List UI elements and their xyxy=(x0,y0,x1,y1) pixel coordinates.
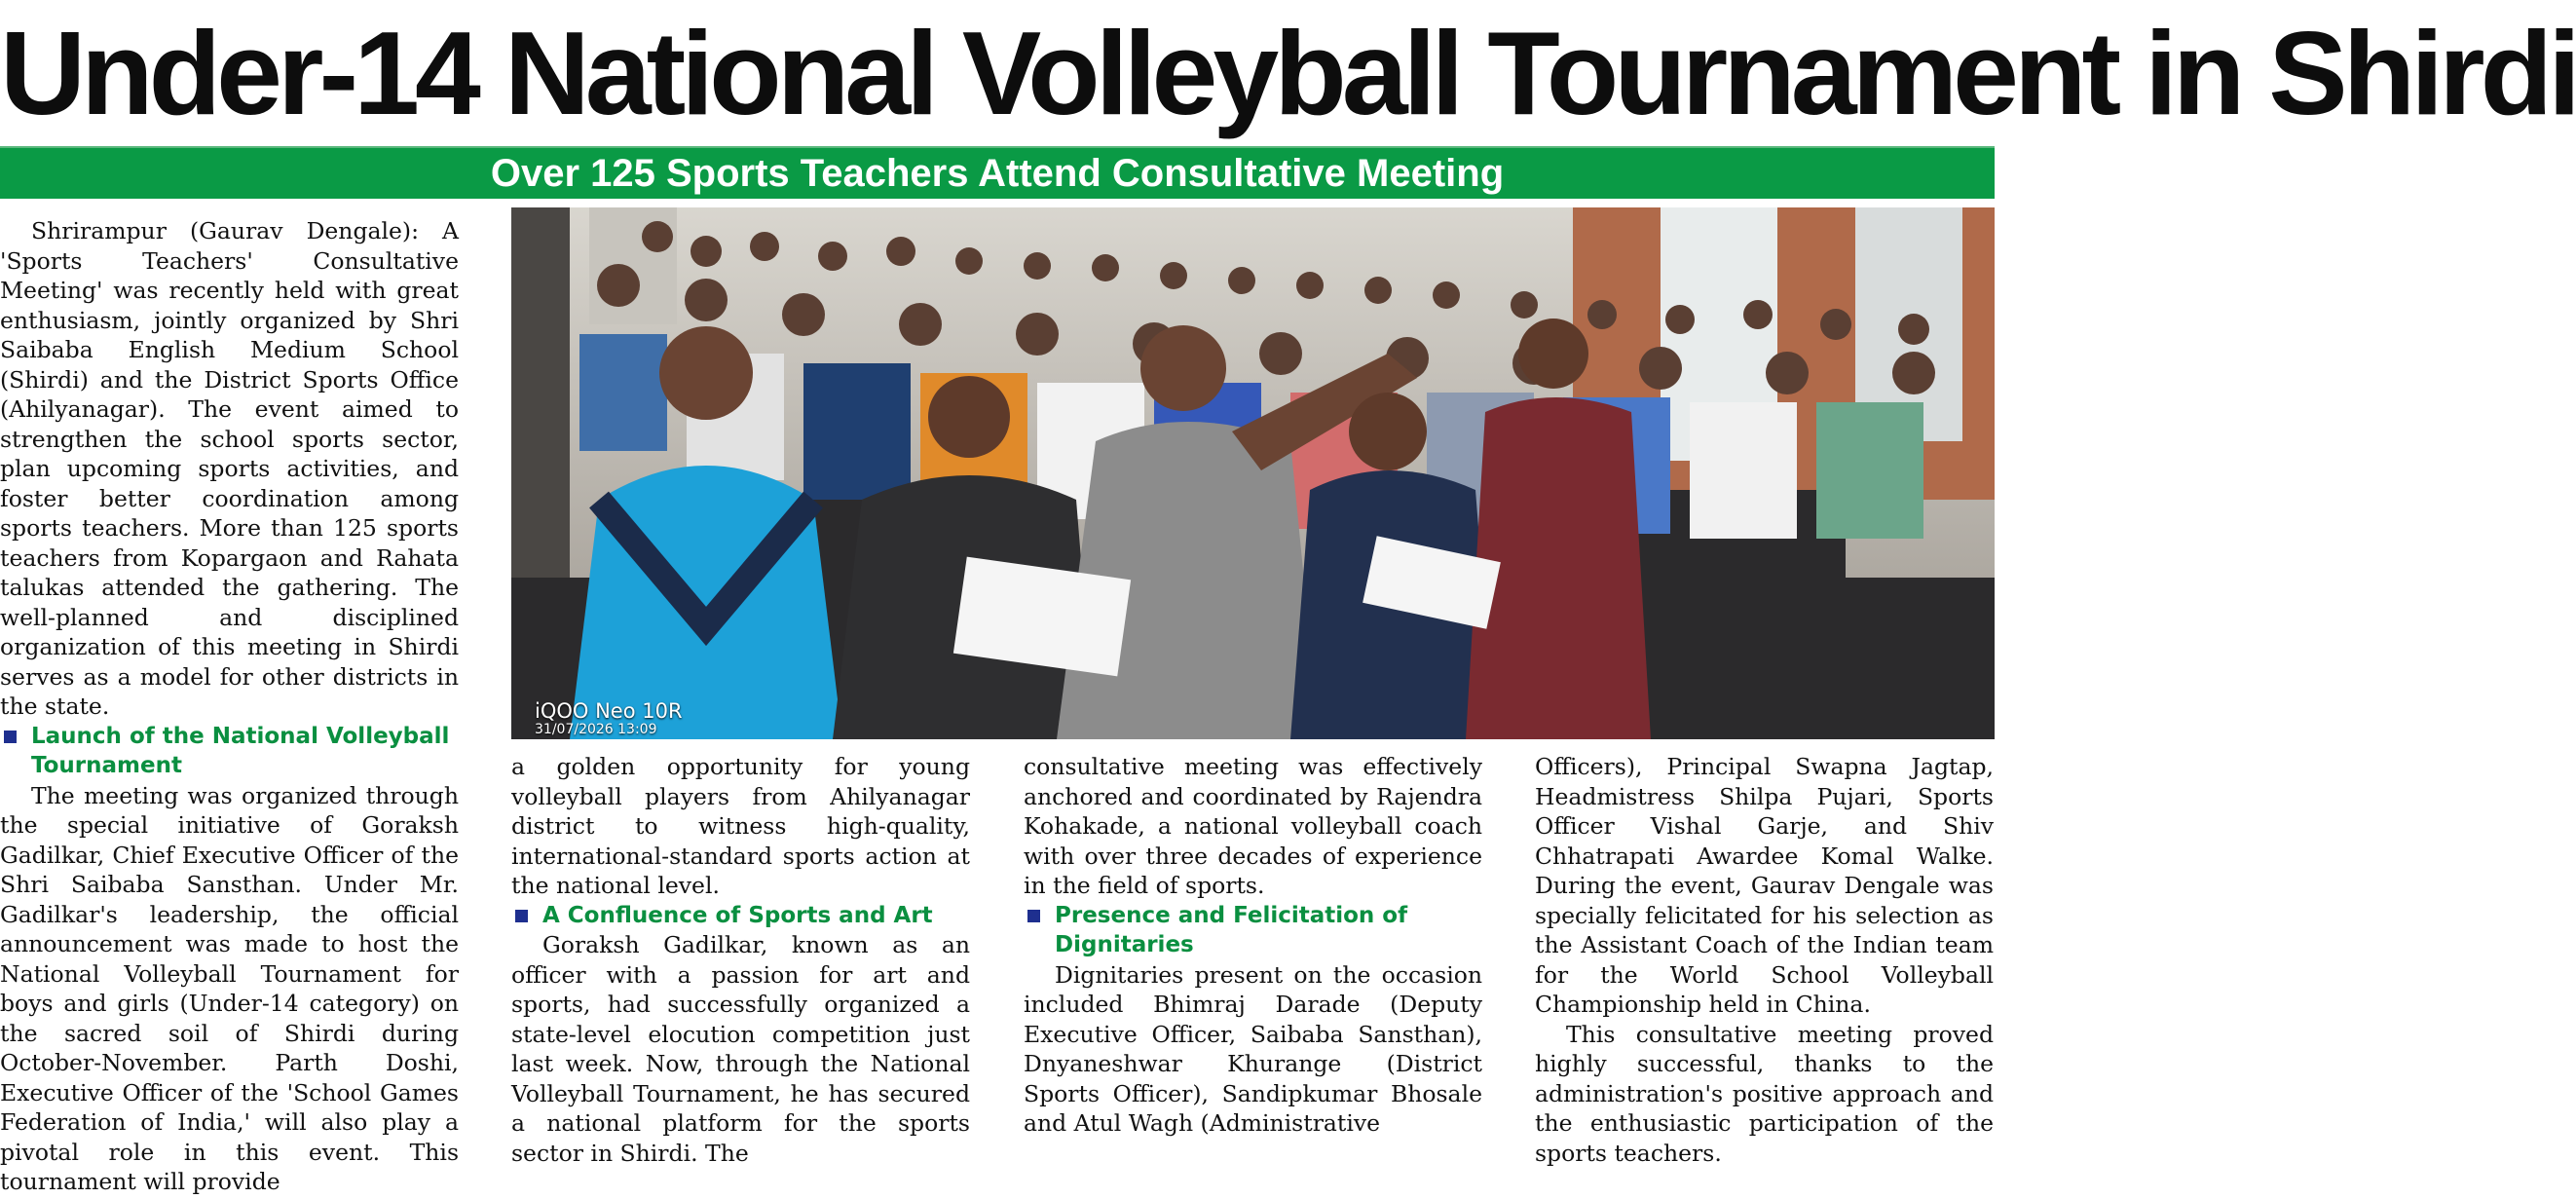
closing-paragraph: This consultative meeting proved highly successful, thanks to the administration's positive approach and the enthusiastic participation of the sports teachers. xyxy=(1535,1020,1994,1167)
section3-continuation: Officers), Principal Swapna Jagtap, Headmistress Shilpa Pujari, Sports Officer Vishal Garje, and Shiv Chhatrapati Awardee Komal Walke. During the event, Gaurav Dengale was specially felicitated for his selection as the Assistant Coach of the Indian team for the World School Volleyball Championship held in China. xyxy=(1535,753,1994,1018)
section2-paragraph: Goraksh Gadilkar, known as an officer with a passion for art and sports, had successfully organized a state-level elocution competition just last week. Now, through the National Volleyball Tournament, he has secured a national platform for the sports sector in Shirdi. The xyxy=(511,931,970,1167)
watermark-brand: iQOO Neo 10R xyxy=(535,699,683,723)
article-column-3 xyxy=(1024,752,1482,1195)
subheading-text: Presence and Felicitation of Dignitaries xyxy=(1055,902,1408,957)
subheadline-banner: Over 125 Sports Teachers Attend Consultative Meeting xyxy=(0,146,1995,199)
meeting-photo-illustration xyxy=(511,207,1995,739)
watermark-timestamp: 31/07/2026 13:09 xyxy=(535,722,657,737)
square-bullet-icon xyxy=(1027,910,1040,922)
article-column-1 xyxy=(0,216,459,1195)
camera-watermark xyxy=(535,700,683,737)
square-bullet-icon xyxy=(4,731,17,743)
intro-paragraph: Shrirampur (Gaurav Dengale): A 'Sports Teachers' Consultative Meeting' was recently held with great enthusiasm, jointly organized by Shri Saibaba English Medium School (Shirdi) and the District Sports Office (Ahilyanagar). The event aimed to strengthen the school sports sector, plan upcoming sports activities, and foster better coordination among sports teachers. More than 125 sports teachers from Kopargaon and Rahata talukas attended the gathering. The well-planned and disciplined organization of this meeting in Shirdi serves as a model for other districts in the state. xyxy=(0,217,459,720)
subheading-sports-and-art xyxy=(511,901,970,931)
subheading-dignitaries xyxy=(1024,901,1482,960)
section3-paragraph: Dignitaries present on the occasion included Bhimraj Darade (Deputy Executive Officer, Saibaba Sansthan), Dnyaneshwar Khurange (District Sports Officer), Sandipkumar Bhosale and Atul Wagh (Administrative xyxy=(1024,960,1482,1137)
article-column-2 xyxy=(511,752,970,1195)
subheading-text: Launch of the National Volleyball Tournament xyxy=(31,723,450,778)
headline: Under-14 National Volleyball Tournament in Shirdi xyxy=(0,7,2576,139)
subheading-text: A Confluence of Sports and Art xyxy=(542,902,933,928)
meeting-photo xyxy=(511,207,1995,739)
article-column-4 xyxy=(1535,752,1994,1195)
square-bullet-icon xyxy=(515,910,528,922)
section2-continuation: consultative meeting was effectively anchored and coordinated by Rajendra Kohakade, a national volleyball coach with over three decades of experience in the field of sports. xyxy=(1024,753,1482,899)
section1-continuation: a golden opportunity for young volleyball players from Ahilyanagar district to witness high-quality, international-standard sports action at the national level. xyxy=(511,753,970,899)
section1-paragraph: The meeting was organized through the special initiative of Goraksh Gadilkar, Chief Executive Officer of the Shri Saibaba Sansthan. Under Mr. Gadilkar's leadership, the official announcement was made to host the National Volleyball Tournament for boys and girls (Under-14 category) on the sacred soil of Shirdi during October-November. Parth Doshi, Executive Officer of the 'School Games Federation of India,' will also play a pivotal role in this event. This tournament will provide xyxy=(0,781,459,1195)
subheading-tournament-launch xyxy=(0,722,459,781)
